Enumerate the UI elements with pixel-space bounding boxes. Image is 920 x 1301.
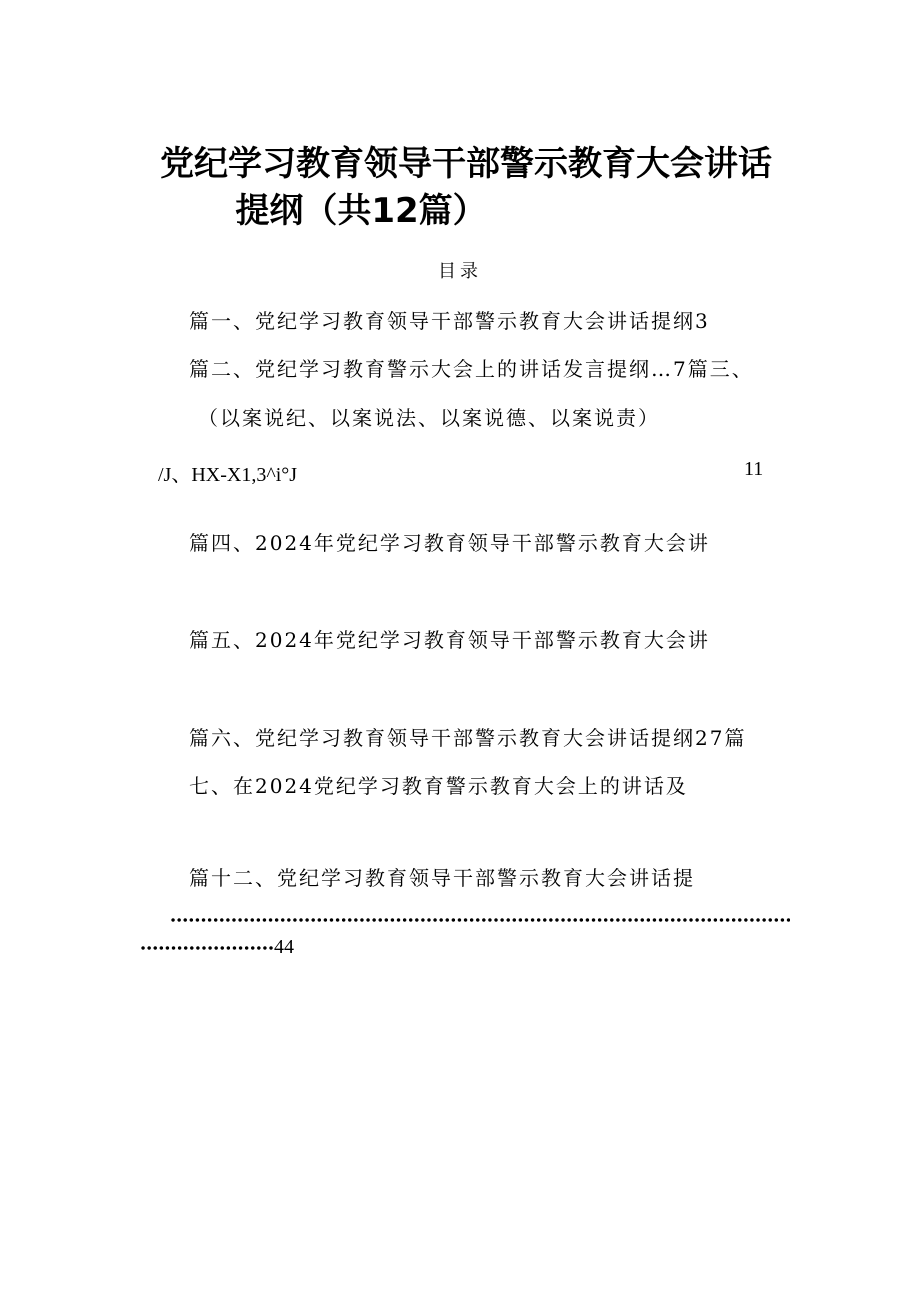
toc-entry-7: 七、在2024党纪学习教育警示教育大会上的讲话及 (189, 774, 688, 798)
toc-entry-3-page-number: 11 (744, 458, 764, 480)
toc-entry-6: 篇六、党纪学习教育领导干部警示教育大会讲话提纲27篇 (189, 726, 747, 750)
toc-entry-2: 篇二、党纪学习教育警示大会上的讲话发言提纲…7篇三、 (189, 357, 754, 381)
document-title-line1: 党纪学习教育领导干部警示教育大会讲话 (160, 144, 772, 184)
toc-heading: 目录 (438, 261, 482, 282)
toc-leader-dots-final (140, 936, 294, 959)
leader-dots-line1 (170, 916, 790, 924)
toc-entry-5: 篇五、2024年党纪学习教育领导干部警示教育大会讲 (189, 628, 710, 652)
toc-leader-dots (170, 908, 790, 931)
document-title-line2: 提纲（共12篇） (235, 191, 487, 231)
toc-final-page-number: 44 (274, 936, 294, 958)
leader-dots-line2 (140, 944, 274, 952)
toc-entry-3-subtitle: （以案说纪、以案说法、以案说德、以案说责） (198, 406, 660, 430)
toc-entry-3-garbled: /J、HX-X1,3^i°J (158, 464, 298, 486)
toc-entry-1: 篇一、党纪学习教育领导干部警示教育大会讲话提纲3 (189, 309, 710, 333)
toc-entry-12: 篇十二、党纪学习教育领导干部警示教育大会讲话提 (189, 866, 695, 890)
toc-entry-4: 篇四、2024年党纪学习教育领导干部警示教育大会讲 (189, 531, 710, 555)
